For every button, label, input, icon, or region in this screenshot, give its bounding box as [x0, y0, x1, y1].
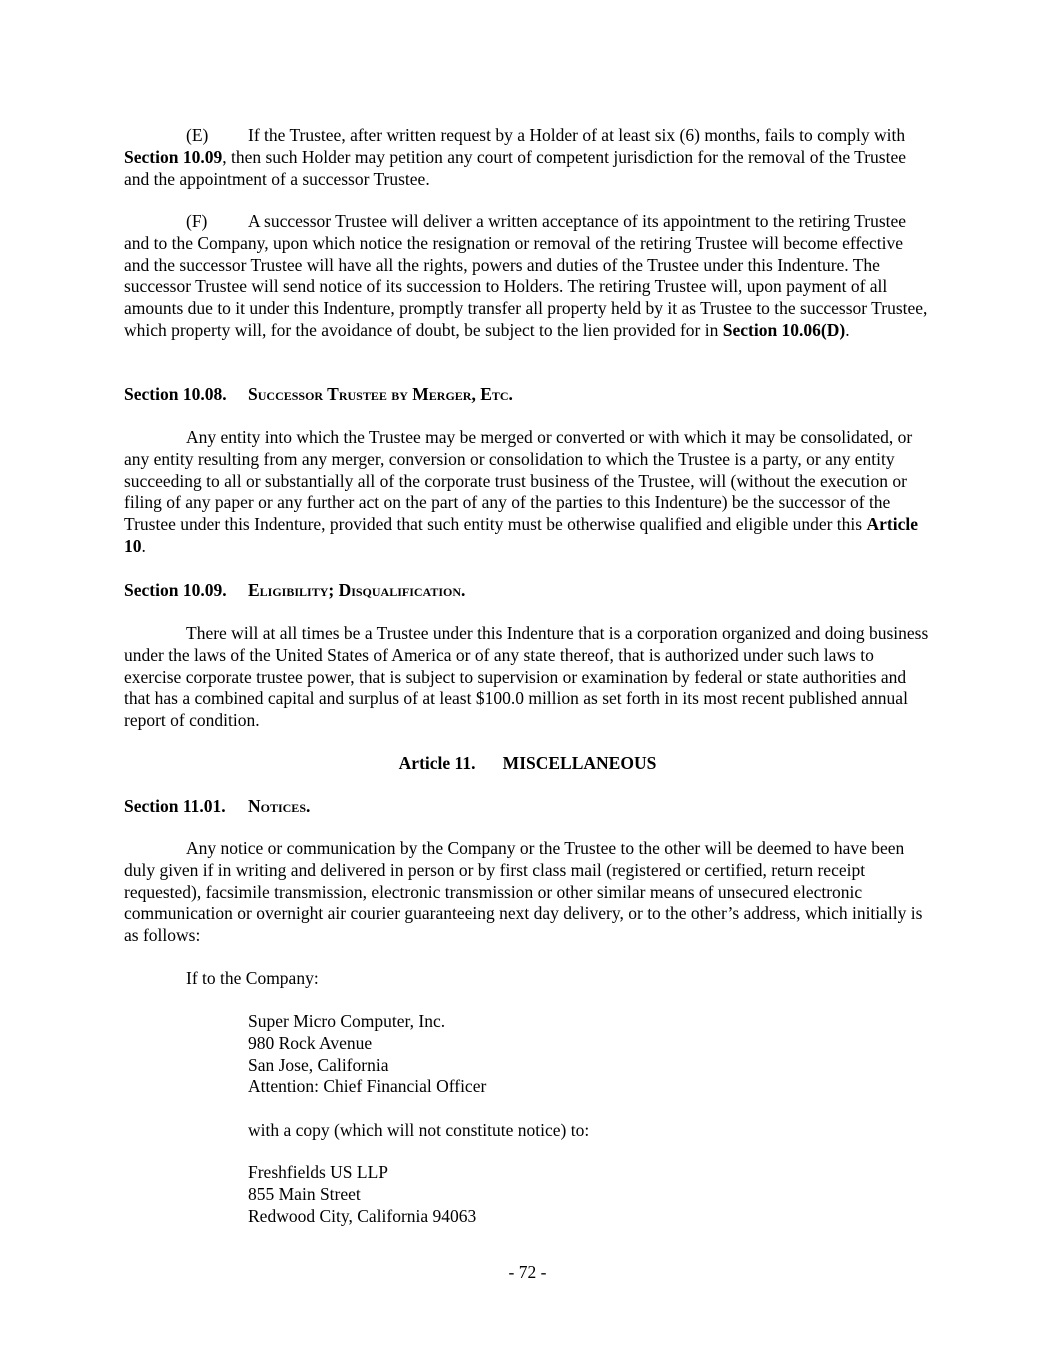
article-11-heading	[0, 753, 1055, 775]
section-title: Successor Trustee by Merger, Etc.	[248, 384, 513, 404]
if-to-company-text: If to the Company:	[186, 968, 319, 988]
section-body-text: Any notice or communication by the Company or the Trustee to the other will be deemed to have been duly given if in writing and delivered in person or by first class mail (registered or certified, return receipt requested), facsimile transmission, electronic transmission or other similar means of unsecured electronic communication or overnight air courier guaranteeing next day delivery, or to the other’s address, which initially is as follows:	[124, 838, 923, 946]
section-10-08-heading	[124, 384, 930, 406]
if-to-company-line	[186, 968, 930, 990]
address-line: San Jose, California	[248, 1054, 389, 1075]
paragraph-f-reference: Section 10.06(D)	[722, 319, 846, 340]
paragraph-f	[124, 211, 930, 342]
paragraph-e	[124, 125, 930, 190]
section-number: Section 10.08.	[124, 384, 227, 404]
section-title: Eligibility; Disqualification.	[248, 580, 466, 600]
address-line: Freshfields US LLP	[248, 1162, 388, 1182]
company-address	[248, 1011, 930, 1098]
section-11-01-body	[124, 838, 930, 947]
section-number: Section 10.09.	[124, 580, 227, 600]
page-number	[0, 1262, 1055, 1284]
section-10-09-body	[124, 623, 930, 732]
copy-note-line	[248, 1120, 930, 1142]
section-number: Section 11.01.	[124, 796, 226, 816]
section-11-01-heading	[124, 796, 930, 818]
article-number: Article 11.	[398, 753, 476, 773]
section-body-text-end: .	[141, 535, 146, 556]
copy-address	[248, 1162, 930, 1227]
copy-note-text: with a copy (which will not constitute notice) to:	[248, 1120, 590, 1140]
paragraph-f-label: (F)	[186, 211, 208, 231]
section-body-reference: Article 10	[124, 514, 918, 556]
paragraph-f-text-end: .	[845, 319, 850, 340]
paragraph-e-reference: Section 10.09	[124, 146, 223, 167]
article-title: MISCELLANEOUS	[502, 753, 657, 773]
section-10-08-body	[124, 427, 930, 558]
page-number-text: - 72 -	[508, 1262, 547, 1282]
address-line: 980 Rock Avenue	[248, 1032, 373, 1053]
section-body-text: There will at all times be a Trustee under this Indenture that is a corporation organized and doing business under the laws of the United States of America or of any state thereof, that is authorized under such laws to exercise corporate trustee power, that is subject to supervision or examination by federal or state authorities and that has a combined capital and surplus of at least $100.0 million as set forth in its most recent published annual report of condition.	[124, 623, 929, 731]
section-10-09-heading	[124, 580, 930, 602]
section-body-text: Any entity into which the Trustee may be merged or converted or with which it may be consolidated, or any entity resulting from any merger, conversion or consolidation to which the Trustee is a party, or any entity succeeding to all or substantially all of the corporate trust business of the Trustee, will (without the execution or filing of any paper or any further act on the part of any of the parties to this Indenture) be the successor of the Trustee under this Indenture, provided that such entity must be otherwise qualified and eligible under this	[124, 427, 913, 535]
paragraph-e-text-end: , then such Holder may petition any court of competent jurisdiction for the removal of the Trustee and the appointment of a successor Trustee.	[124, 146, 907, 189]
section-title: Notices.	[248, 796, 311, 816]
address-line: Attention: Chief Financial Officer	[248, 1076, 487, 1097]
paragraph-f-text: A successor Trustee will deliver a written acceptance of its appointment to the retiring Trustee and to the Company, upon which notice the resignation or removal of the retiring Trustee will become effective and the successor Trustee will have all the rights, powers and duties of the Trustee under this Indenture. The successor Trustee will send notice of its succession to Holders. The retiring Trustee will, upon payment of all amounts due to it under this Indenture, promptly transfer all property held by it as Trustee to the successor Trustee, which property will, for the avoidance of doubt, be subject to the lien provided for in	[124, 211, 928, 340]
address-line: 855 Main Street	[248, 1183, 361, 1204]
paragraph-e-label: (E)	[186, 125, 209, 145]
paragraph-e-text: If the Trustee, after written request by a Holder of at least six (6) months, fails to comply with	[248, 125, 906, 145]
address-line: Super Micro Computer, Inc.	[248, 1011, 446, 1031]
address-line: Redwood City, California 94063	[248, 1205, 477, 1226]
